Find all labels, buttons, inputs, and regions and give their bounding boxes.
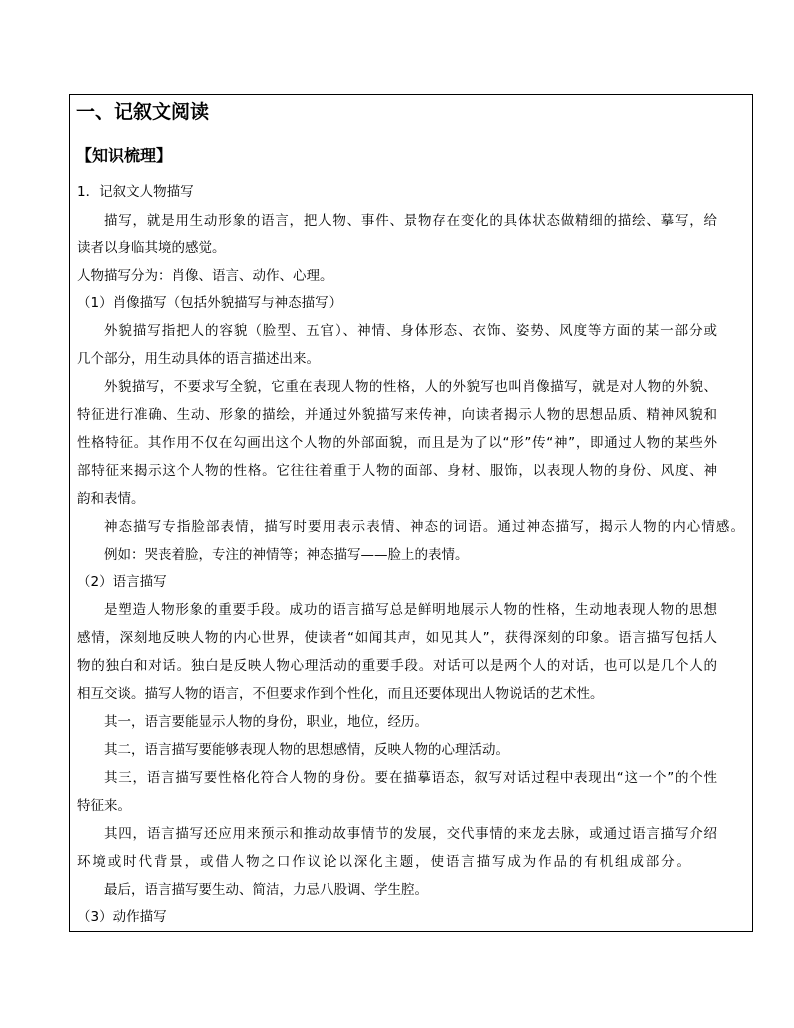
paragraph-line: 部特征来揭示这个人物的性格。它往往着重于人物的面部、身材、服饰，以表现人物的身份、风度、神 <box>77 463 717 479</box>
paragraph-line: 相互交谈。描写人物的语言，不但要求作到个性化，而且还要体现出人物说话的艺术性。 <box>77 686 604 702</box>
paragraph-line: 其二，语言描写要能够表现人物的思想感情，反映人物的心理活动。 <box>104 742 509 758</box>
subsection-heading: （2）语言描写 <box>77 574 167 590</box>
paragraph-line: 性格特征。其作用不仅在勾画出这个人物的外部面貌，而且是为了以“形”传“神”，即通过人物的某些外 <box>77 435 717 451</box>
paragraph-line: 物的独白和对话。独白是反映人物心理活动的重要手段。对话可以是两个人的对话，也可以是几个人的 <box>77 658 717 674</box>
paragraph-line: 外貌描写指把人的容貌（脸型、五官）、神情、身体形态、衣饰、姿势、风度等方面的某一部分或 <box>104 323 717 339</box>
paragraph-line: 其四，语言描写还应用来预示和推动故事情节的发展，交代事情的来龙去脉，或通过语言描写介绍 <box>104 826 717 842</box>
paragraph-line: 其三，语言描写要性格化符合人物的身份。要在描摹语态，叙写对话过程中表现出“这一个”的个性 <box>104 770 717 786</box>
page-title: 一、记叙文阅读 <box>76 101 210 123</box>
paragraph-line: 例如：哭丧着脸，专注的神情等；神态描写——脸上的表情。 <box>104 547 469 563</box>
paragraph-line: 几个部分，用生动具体的语言描述出来。 <box>77 351 320 367</box>
paragraph-line: 神态描写专指脸部表情，描写时要用表示表情、神态的词语。通过神态描写，揭示人物的内心情感。 <box>104 519 744 535</box>
paragraph-line: 人物描写分为：肖像、语言、动作、心理。 <box>77 268 334 284</box>
paragraph-line: 感情，深刻地反映人物的内心世界，使读者“如闻其声，如见其人”，获得深刻的印象。语言描写包括人 <box>77 630 717 646</box>
paragraph-line: 描写，就是用生动形象的语言，把人物、事件、景物存在变化的具体状态做精细的描绘、摹写，给 <box>104 213 717 229</box>
paragraph-line: 是塑造人物形象的重要手段。成功的语言描写总是鲜明地展示人物的性格，生动地表现人物的思想 <box>104 602 717 618</box>
paragraph-line: 特征进行准确、生动、形象的描绘，并通过外貌描写来传神，向读者揭示人物的思想品质、精神风貌和 <box>77 407 717 423</box>
paragraph-line: 读者以身临其境的感觉。 <box>77 240 226 256</box>
paragraph-line: 韵和表情。 <box>77 491 145 507</box>
subsection-heading: （3）动作描写 <box>77 909 167 925</box>
subsection-heading: （1）肖像描写（包括外貌描写与神态描写） <box>77 295 343 311</box>
subsection-heading: 1．记叙文人物描写 <box>77 184 194 200</box>
paragraph-line: 最后，语言描写要生动、简洁，力忌八股调、学生腔。 <box>104 882 428 898</box>
paragraph-line: 环境或时代背景，或借人物之口作议论以深化主题，使语言描写成为作品的有机组成部分。 <box>77 854 690 870</box>
paragraph-line: 其一，语言要能显示人物的身份，职业，地位，经历。 <box>104 714 428 730</box>
section-heading: 【知识梳理】 <box>76 146 173 165</box>
paragraph-line: 外貌描写，不要求写全貌，它重在表现人物的性格，人的外貌写也叫肖像描写，就是对人物的外貌、 <box>104 379 717 395</box>
paragraph-line: 特征来。 <box>77 798 131 814</box>
